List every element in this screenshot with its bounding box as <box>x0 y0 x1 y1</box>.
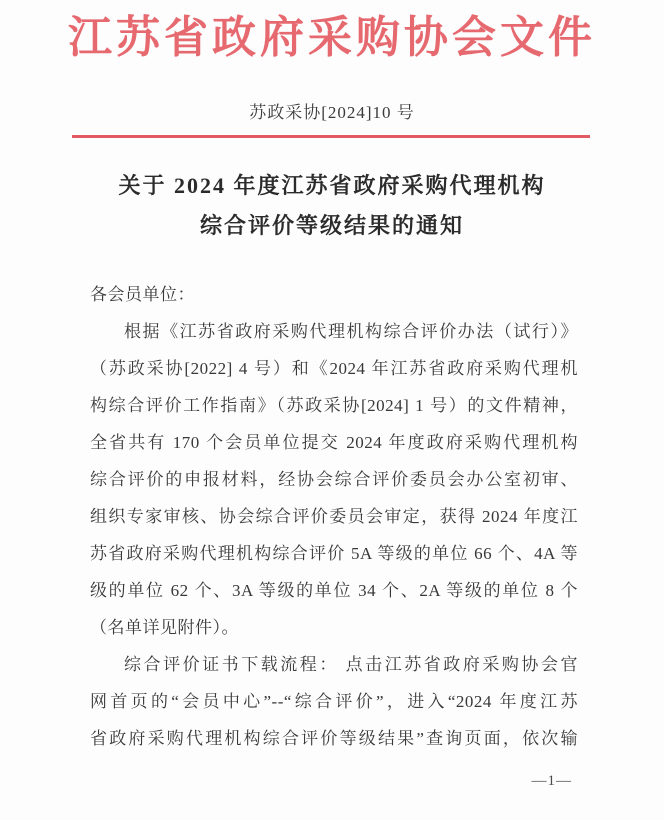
body-line: 构综合评价工作指南》（苏政采协[2024] 1 号）的文件精神， <box>90 396 578 415</box>
body-line: 全省共有 170 个会员单位提交 2024 年度政府采购代理机构 <box>90 433 578 452</box>
body-line: 组织专家审核、协会综合评价委员会审定，获得 2024 年度江 <box>90 507 578 526</box>
body-line: （名单详见附件）。 <box>90 618 239 637</box>
org-title: 江苏省政府采购协会文件 <box>68 13 596 62</box>
body-line: 综合评价的申报材料，经协会综合评价委员会办公室初审、 <box>90 470 578 489</box>
body-line: 级的单位 62 个、3A 等级的单位 34 个、2A 等级的单位 8 个 <box>90 581 578 600</box>
body-line: （苏政采协[2022] 4 号）和《2024 年江苏省政府采购代理机 <box>90 359 578 378</box>
page-number: —1— <box>531 773 572 789</box>
document-title <box>0 166 664 246</box>
body-line: 网首页的“会员中心”--“综合评价”，进入“2024 年度江苏 <box>90 692 578 711</box>
doc-number: 苏政采协[2024]10 号 <box>249 103 415 122</box>
red-separator-line <box>72 135 590 138</box>
body-line: 综合评价证书下载流程： 点击江苏省政府采购协会官 <box>124 655 578 674</box>
document-title-line-2: 综合评价等级结果的通知 <box>199 213 464 238</box>
body-line: 省政府采购代理机构综合评价等级结果”查询页面，依次输 <box>90 729 578 748</box>
salutation: 各会员单位： <box>90 285 195 304</box>
document-body <box>90 276 578 757</box>
body-line: 根据《江苏省政府采购代理机构综合评价办法（试行）》 <box>124 322 578 341</box>
body-line: 苏省政府采购代理机构综合评价 5A 等级的单位 66 个、4A 等 <box>90 544 578 563</box>
document-title-line-1: 关于 2024 年度江苏省政府采购代理机构 <box>118 173 546 198</box>
